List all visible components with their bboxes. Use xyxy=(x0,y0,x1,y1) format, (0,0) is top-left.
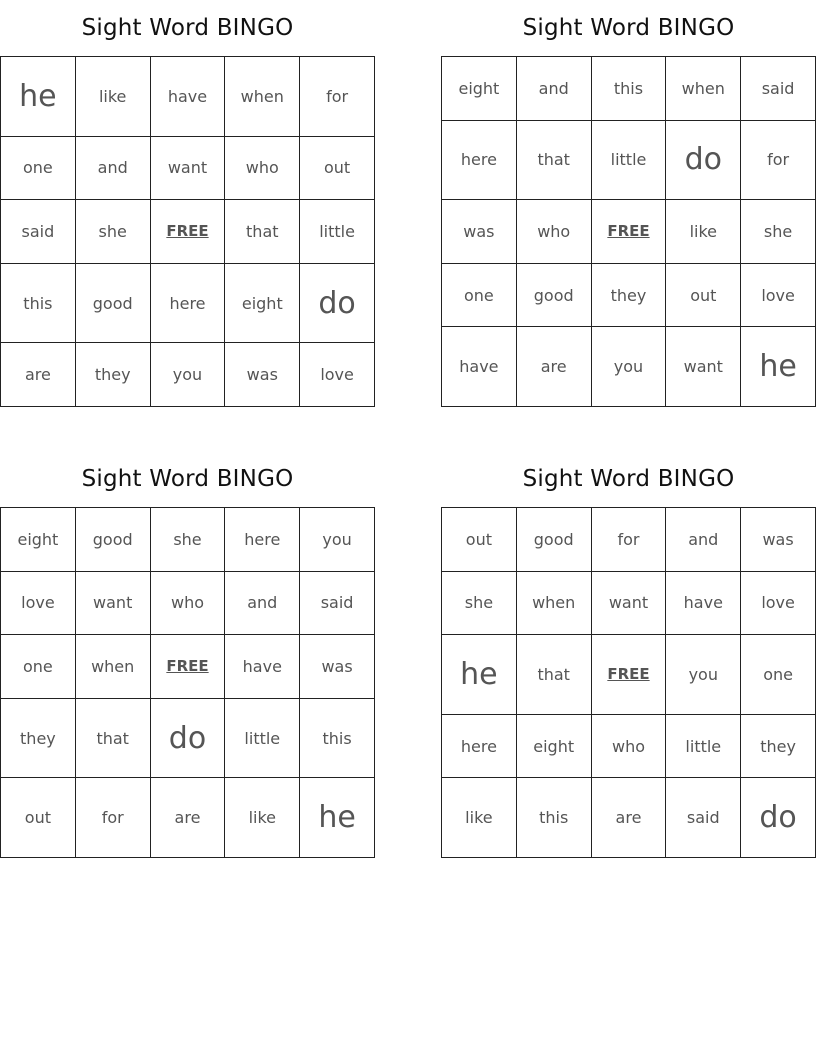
bingo-cell: good xyxy=(76,264,151,344)
bingo-cell: and xyxy=(517,57,592,121)
bingo-cell: was xyxy=(442,200,517,264)
bingo-cell: have xyxy=(151,57,226,137)
bingo-cell: they xyxy=(76,343,151,407)
bingo-cell: little xyxy=(225,699,300,779)
bingo-cell: that xyxy=(225,200,300,264)
bingo-cell: that xyxy=(517,121,592,201)
bingo-cell: eight xyxy=(1,508,76,572)
bingo-card-2 xyxy=(441,0,816,407)
bingo-cell: this xyxy=(1,264,76,344)
bingo-cell: have xyxy=(225,635,300,699)
bingo-cell: have xyxy=(666,572,741,636)
card-title: Sight Word BINGO xyxy=(522,466,735,492)
bingo-cell: one xyxy=(1,635,76,699)
bingo-cell: that xyxy=(76,699,151,779)
bingo-cell: this xyxy=(300,699,375,779)
bingo-cell: when xyxy=(517,572,592,636)
bingo-cell: was xyxy=(300,635,375,699)
bingo-card-1 xyxy=(0,0,375,407)
free-space: FREE xyxy=(592,635,667,715)
bingo-cell: who xyxy=(225,137,300,201)
bingo-cell: love xyxy=(741,572,816,636)
bingo-cell: do xyxy=(741,778,816,858)
bingo-cell: have xyxy=(442,327,517,407)
bingo-cell: out xyxy=(666,264,741,328)
bingo-cell: he xyxy=(300,778,375,858)
bingo-grid xyxy=(441,56,816,407)
bingo-cell: she xyxy=(442,572,517,636)
bingo-cell: good xyxy=(517,508,592,572)
bingo-cell: one xyxy=(442,264,517,328)
free-space: FREE xyxy=(151,635,226,699)
bingo-cell: he xyxy=(442,635,517,715)
bingo-cell: out xyxy=(300,137,375,201)
bingo-card-4 xyxy=(441,451,816,858)
bingo-cell: want xyxy=(151,137,226,201)
bingo-cell: out xyxy=(442,508,517,572)
bingo-cell: he xyxy=(1,57,76,137)
bingo-cell: you xyxy=(300,508,375,572)
bingo-cell: little xyxy=(592,121,667,201)
bingo-grid xyxy=(441,507,816,858)
bingo-cell: she xyxy=(741,200,816,264)
bingo-cell: are xyxy=(517,327,592,407)
bingo-cell: who xyxy=(592,715,667,779)
bingo-cell: here xyxy=(225,508,300,572)
bingo-cell: do xyxy=(666,121,741,201)
bingo-cell: you xyxy=(151,343,226,407)
bingo-cell: do xyxy=(151,699,226,779)
bingo-cell: he xyxy=(741,327,816,407)
bingo-grid xyxy=(0,507,375,858)
bingo-cell: they xyxy=(1,699,76,779)
bingo-cell: was xyxy=(225,343,300,407)
free-space: FREE xyxy=(151,200,226,264)
bingo-cell: said xyxy=(300,572,375,636)
bingo-cell: love xyxy=(300,343,375,407)
bingo-cell: want xyxy=(666,327,741,407)
bingo-cell: little xyxy=(666,715,741,779)
bingo-cell: do xyxy=(300,264,375,344)
bingo-cell: love xyxy=(1,572,76,636)
bingo-cell: you xyxy=(592,327,667,407)
bingo-cell: said xyxy=(741,57,816,121)
bingo-cell: eight xyxy=(517,715,592,779)
bingo-cell: eight xyxy=(442,57,517,121)
bingo-grid xyxy=(0,56,375,407)
bingo-cell: this xyxy=(592,57,667,121)
bingo-cell: good xyxy=(76,508,151,572)
bingo-cell: love xyxy=(741,264,816,328)
bingo-cell: said xyxy=(666,778,741,858)
bingo-cell: are xyxy=(151,778,226,858)
bingo-cell: like xyxy=(225,778,300,858)
bingo-cell: good xyxy=(517,264,592,328)
bingo-cell: want xyxy=(76,572,151,636)
bingo-cell: was xyxy=(741,508,816,572)
bingo-cell: you xyxy=(666,635,741,715)
bingo-cell: this xyxy=(517,778,592,858)
bingo-cell: when xyxy=(225,57,300,137)
bingo-cell: said xyxy=(1,200,76,264)
bingo-cell: like xyxy=(442,778,517,858)
bingo-cell: like xyxy=(666,200,741,264)
card-title: Sight Word BINGO xyxy=(81,466,294,492)
bingo-cell: who xyxy=(151,572,226,636)
bingo-cell: for xyxy=(592,508,667,572)
bingo-cell: who xyxy=(517,200,592,264)
bingo-cell: are xyxy=(1,343,76,407)
bingo-cell: and xyxy=(666,508,741,572)
bingo-cell: one xyxy=(741,635,816,715)
bingo-cell: here xyxy=(151,264,226,344)
bingo-cell: when xyxy=(666,57,741,121)
bingo-cell: that xyxy=(517,635,592,715)
bingo-card-3 xyxy=(0,451,375,858)
bingo-cell: here xyxy=(442,715,517,779)
bingo-cell: here xyxy=(442,121,517,201)
bingo-cell: she xyxy=(76,200,151,264)
bingo-cell: want xyxy=(592,572,667,636)
bingo-cell: are xyxy=(592,778,667,858)
free-space: FREE xyxy=(592,200,667,264)
bingo-cell: for xyxy=(741,121,816,201)
card-title: Sight Word BINGO xyxy=(522,15,735,41)
bingo-cell: for xyxy=(76,778,151,858)
bingo-cell: little xyxy=(300,200,375,264)
bingo-cell: and xyxy=(225,572,300,636)
bingo-cell: for xyxy=(300,57,375,137)
bingo-cell: when xyxy=(76,635,151,699)
bingo-cell: and xyxy=(76,137,151,201)
bingo-cell: out xyxy=(1,778,76,858)
bingo-cell: they xyxy=(741,715,816,779)
card-title: Sight Word BINGO xyxy=(81,15,294,41)
bingo-cell: one xyxy=(1,137,76,201)
bingo-cell: like xyxy=(76,57,151,137)
bingo-cell: they xyxy=(592,264,667,328)
bingo-cell: eight xyxy=(225,264,300,344)
bingo-cell: she xyxy=(151,508,226,572)
